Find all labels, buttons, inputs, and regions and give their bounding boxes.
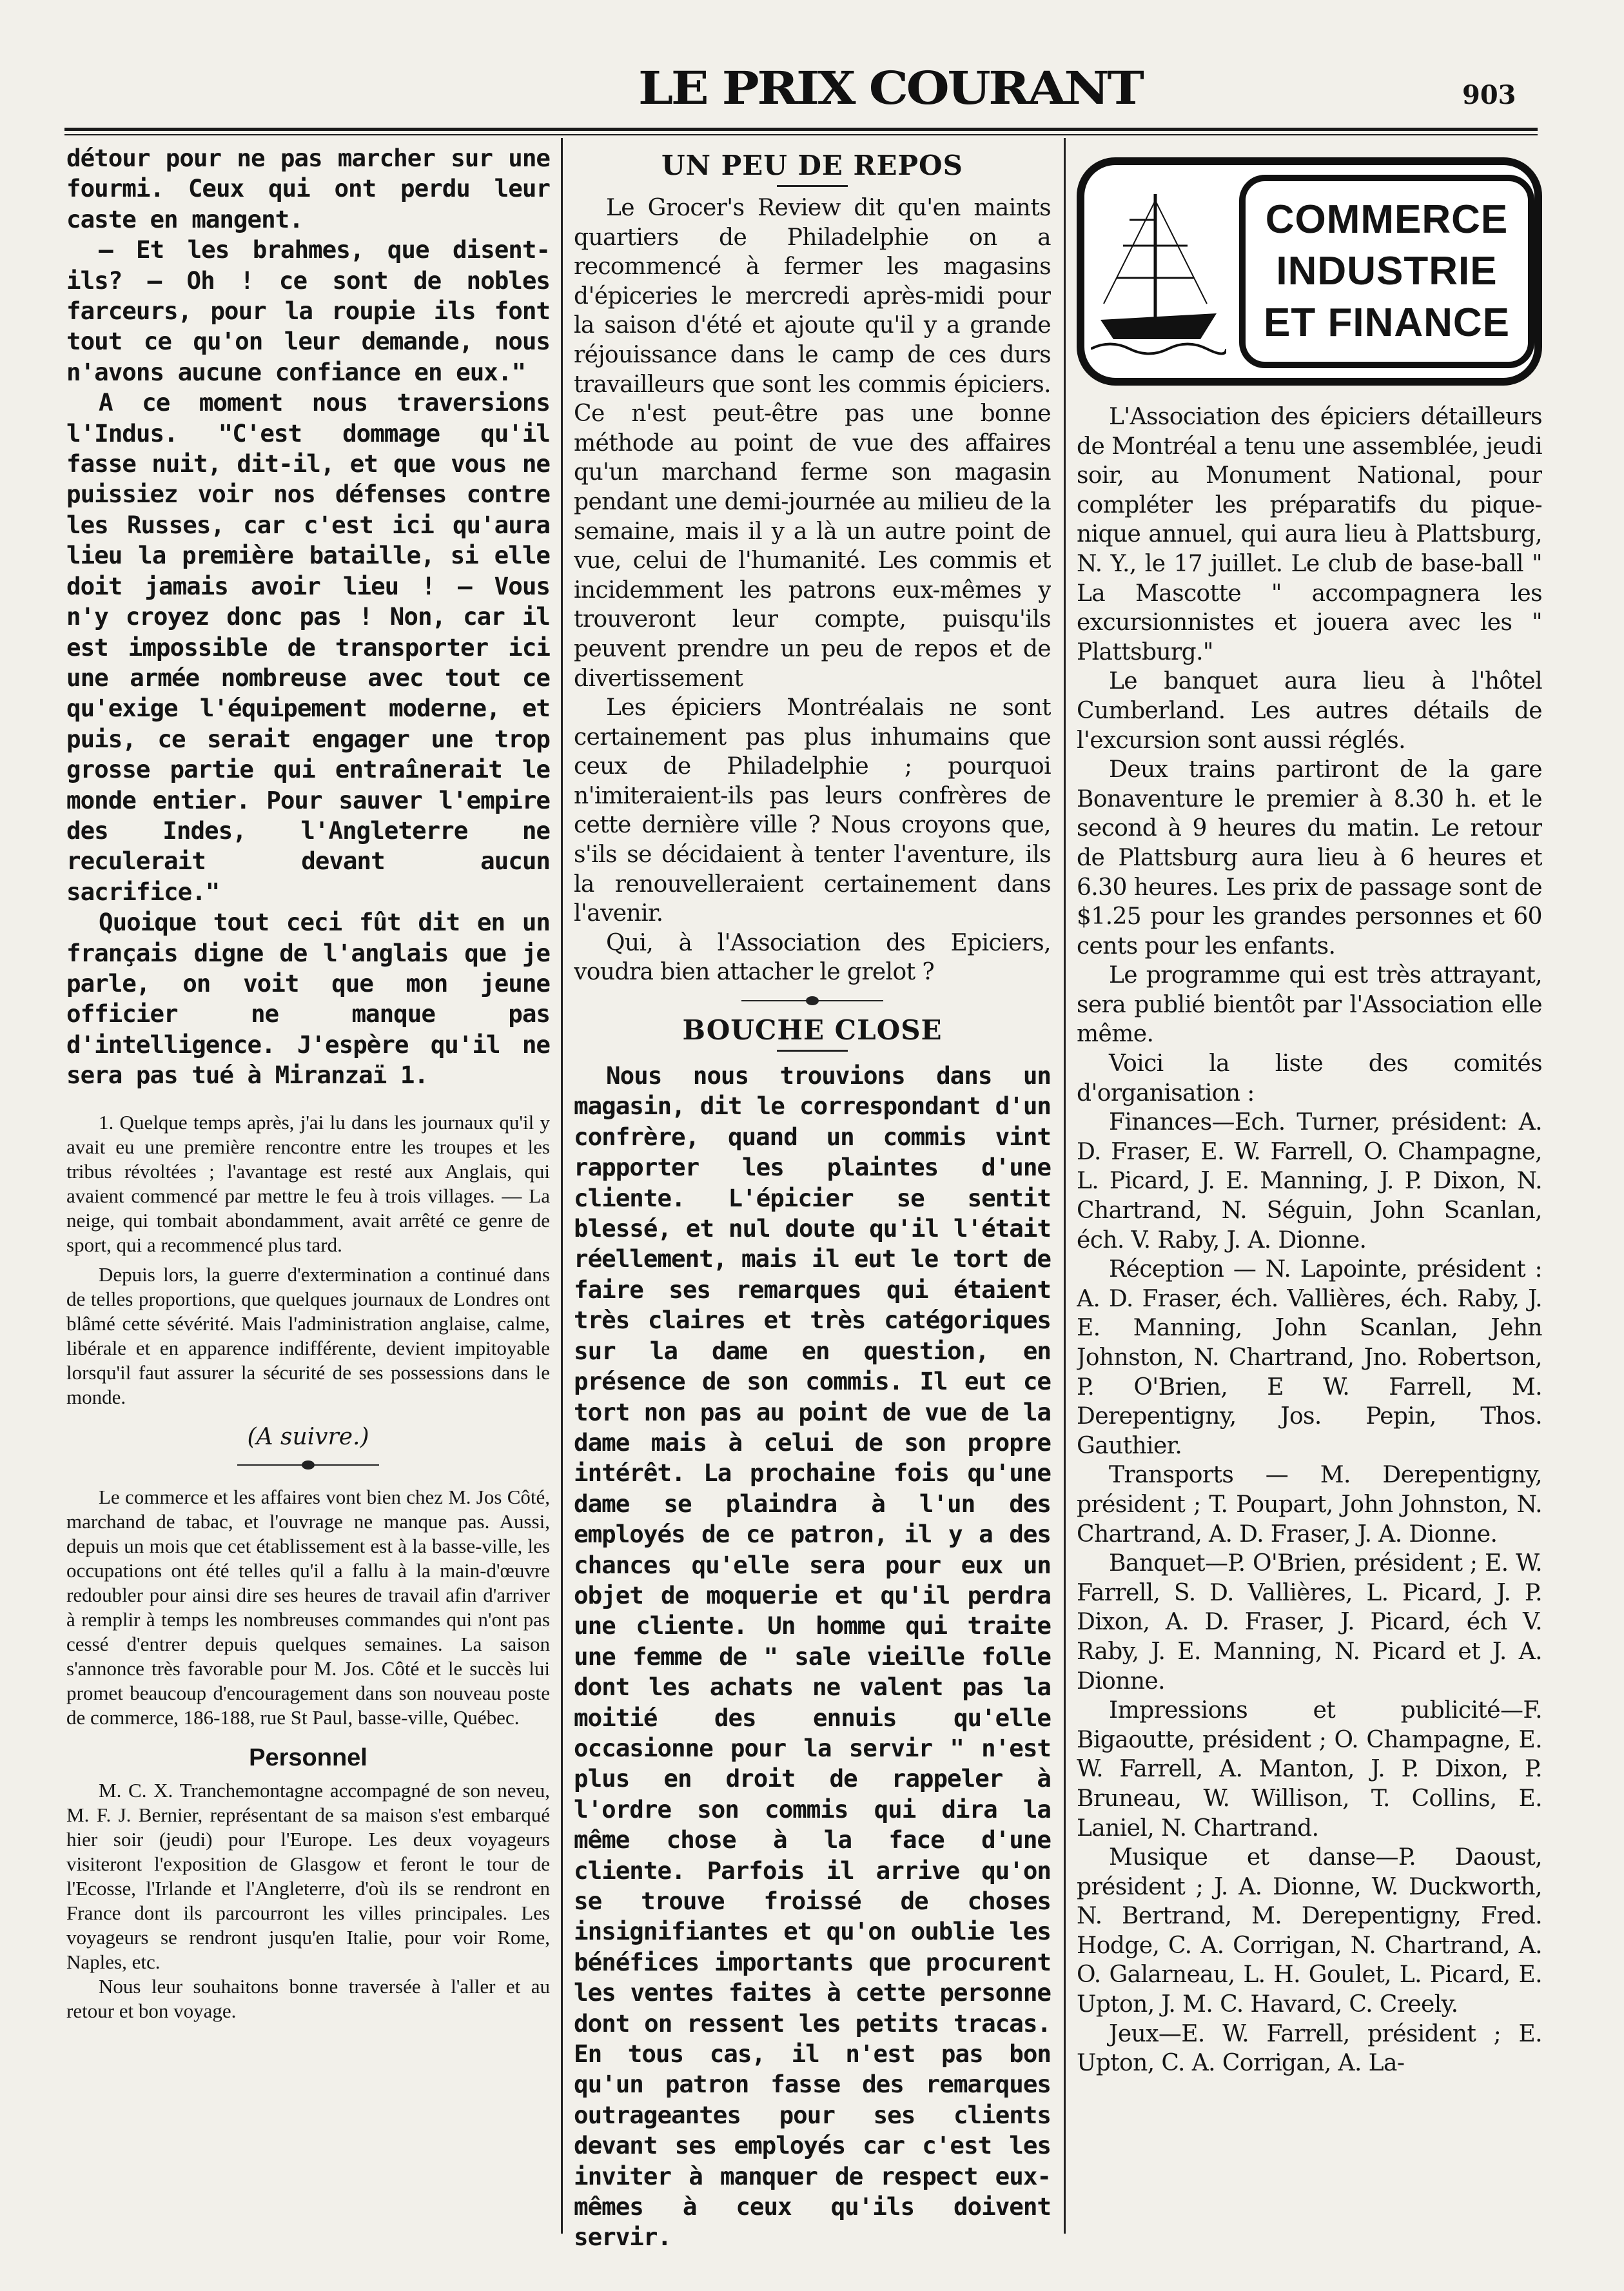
page-number: 903: [1462, 80, 1516, 110]
title-rule: [777, 185, 848, 187]
column-rule-1: [561, 138, 563, 2234]
logo-line: ET FINANCE: [1264, 300, 1510, 345]
article-paragraph: L'Association des épiciers détailleurs de Montréal a tenu une assemblée, jeudi soir, au Monument National, pour compléter les préparatifs du pique-nique annuel, qui aura lieu à Plattsburg, N. Y., le 17 juillet. Le club de base-ball " La Mascotte " accompagnera les excursionnistes et jouera avec les " Plattsburg.": [1077, 404, 1542, 665]
article-paragraph: Quoique tout ceci fût dit en un français digne de l'anglais que je parle, on voit que mon jeune officier ne manque pas d'intelligence. J'espère qu'il ne sera pas tué à Miranzaï 1.: [66, 908, 550, 1090]
article-paragraph: Voici la liste des comités d'organisation :: [1077, 1050, 1542, 1106]
article-paragraph: Le banquet aura lieu à l'hôtel Cumberland. Les autres détails de l'excursion sont aussi réglés.: [1077, 668, 1542, 754]
section-ornament: [237, 1460, 379, 1470]
article-title-bouche-close: BOUCHE CLOSE: [682, 1014, 943, 1047]
to-be-continued: (A suivre.): [247, 1423, 369, 1450]
committee-entry: Musique et danse—P. Daoust, président ; J. A. Dionne, W. Duckworth, N. Bertrand, M. Derepentigny, Fred. Hodge, C. A. Corrigan, N. Chartrand, A. O. Galarneau, L. H. Goulet, L. Picard, E. Upton, J. M. C. Havard, C. Creely.: [1077, 1844, 1542, 2018]
article-title-repos: UN PEU DE REPOS: [661, 150, 963, 181]
title-rule: [777, 1050, 848, 1052]
committee-entry: Jeux—E. W. Farrell, président ; E. Upton, C. A. Corrigan, A. La-: [1077, 2020, 1542, 2077]
article-paragraph: détour pour ne pas marcher sur une fourmi. Ceux qui ont perdu leur caste en mangent.: [66, 144, 550, 233]
committee-entry: Réception — N. Lapointe, président : A. D. Fraser, éch. Vallières, éch. Raby, J. E. Manning, John Scanlan, Jehn Johnston, N. Chartrand, Jno. Robertson, P. O'Brien, E W. Farrell, M. Derepentigny, Jos. Pepin, Thos. Gauthier.: [1077, 1256, 1542, 1459]
article-paragraph: Le Grocer's Review dit qu'en maints quartiers de Philadelphie on a recommencé à fermer les magasins d'épiceries le mercredi après-midi pour la saison d'été et ajoute qu'il y a grande réjouissance dans le camp de ces durs travailleurs que sont les commis épiciers. Ce n'est peut-être pas une bonne méthode au point de vue des affaires qu'un marchand ferme son magasin pendant une demi-journée au milieu de la semaine, mais il y a là un autre point de vue, celui de l'humanité. Les commis et incidemment les patrons eux-mêmes y trouveront leur compte, puisqu'ils peuvent prendre un peu de repos et de divertissement: [574, 195, 1051, 692]
article-paragraph: Le programme qui est très attrayant, sera publié bientôt par l'Association elle même.: [1077, 962, 1542, 1048]
logo-line: COMMERCE: [1265, 197, 1509, 242]
section-logo: [1077, 157, 1542, 386]
news-item: Nous leur souhaitons bonne traversée à l'aller et au retour et bon voyage.: [66, 1974, 550, 2022]
logo-line: INDUSTRIE: [1276, 249, 1498, 293]
header-rule: [64, 128, 1538, 131]
committee-entry: Banquet—P. O'Brien, président ; E. W. Farrell, S. D. Vallières, L. Picard, J. P. Dixon, A. D. Fraser, J. Picard, éch V. Raby, J. E. Manning, N. Picard et J. A. Dionne.: [1077, 1550, 1542, 1695]
article-paragraph: — Et les brahmes, que disent-ils? — Oh ! ce sont de nobles farceurs, pour la roupie ils font tout ce qu'on leur demande, nous n'avons aucune confiance en eux.": [66, 235, 550, 386]
section-heading-personnel: Personnel: [249, 1744, 367, 1771]
header-rule-thin: [64, 134, 1538, 135]
article-paragraph: A ce moment nous traversions l'Indus. "C'est dommage qu'il fasse nuit, dit-il, et que vous ne puissiez voir nos défenses contre les Russes, car c'est ici qu'aura lieu la première bataille, si elle doit jamais avoir lieu ! — Vous n'y croyez donc pas ! Non, car il est impossible de transporter ici une armée nombreuse avec tout ce qu'exige l'équipement moderne, et puis, ce serait engager une trop grosse partie qui entraînerait le monde entier. Pour sauver l'empire des Indes, l'Angleterre ne reculerait devant aucun sacrifice.": [66, 388, 550, 906]
article-paragraph: Deux trains partiront de la gare Bonaventure le premier à 8.30 h. et le second à 9 heures du matin. Le retour de Plattsburg aura lieu à 6 heures et 6.30 heures. Les prix de passage sont de $1.25 pour les grandes personnes et 60 cents pour les enfants.: [1077, 756, 1542, 959]
committee-entry: Finances—Ech. Turner, président: A. D. Fraser, E. W. Farrell, O. Champagne, L. Picard, J. E. Manning, J. P. Dixon, N. Chartrand, N. Séguin, John Scanlan, éch. V. Raby, J. A. Dionne.: [1077, 1109, 1542, 1254]
masthead: LE PRIX COURANT: [638, 61, 1142, 115]
column-left: [66, 143, 550, 2245]
article-paragraph: Nous nous trouvions dans un magasin, dit le correspondant d'un confrère, quand un commis vint rapporter les plaintes d'une cliente. L'épicier se sentit blessé, et nul doute qu'il l'était réellement, mais il eut le tort de faire ses remarques qui étaient très claires et très catégoriques sur la dame en question, en présence de son commis. Il eut ce tort non pas au point de vue de la dame mais à celui de son propre intérêt. La prochaine fois qu'une dame se plaindra à l'un des employés de ce patron, il y a des chances qu'elle sera pour eux un objet de moquerie et qu'il perdra une cliente. Un homme qui traite une femme de " sale vieille folle dont les achats ne valent pas la moitié des ennuis qu'elle occasionne pour la servir " n'est plus en droit de rappeler à l'ordre son commis qui dira la même chose à la face d'une cliente. Parfois il arrive qu'on se trouve froissé de choses insignifiantes et qu'on oublie les bénéfices importants que procurent les ventes faites à cette personne dont on ressent les petits tracas. En tous cas, il n'est pas bon qu'un patron fasse des remarques outrageantes pour ses clients devant ses employés car c'est les inviter à manquer de respect eux-mêmes à ceux qu'ils doivent servir.: [574, 1061, 1051, 2252]
ship-icon: [1091, 175, 1226, 368]
section-ornament: [741, 996, 883, 1005]
committee-entry: Impressions et publicité—F. Bigaoutte, président ; O. Champagne, E. W. Farrell, A. Manton, J. P. Dixon, P. Bruneau, W. Willison, T. Collins, E. Laniel, N. Chartrand.: [1077, 1697, 1542, 1842]
column-right: [1077, 143, 1542, 2265]
committee-entry: Transports — M. Derepentigny, président ; T. Poupart, John Johnston, N. Chartrand, A. D. Fraser, J. A. Dionne.: [1077, 1462, 1542, 1548]
footnote: 1. Quelque temps après, j'ai lu dans les journaux qu'il y avait eu une première rencontre entre les troupes et les tribus révoltées ; l'avantage est resté aux Anglais, qui avaient commencé par mettre le feu à trois villages. — La neige, qui tombait abondamment, avait arrêté ce genre de sport, qui a recommencé plus tard.: [66, 1110, 550, 1256]
news-item: M. C. X. Tranchemontagne accompagné de son neveu, M. F. J. Bernier, représentant de sa maison s'est embarqué hier soir (jeudi) pour l'Europe. Les deux voyageurs visiteront l'exposition de Glasgow et feront le tour de l'Ecosse, l'Irlande et l'Angleterre, d'où ils se rendront en France dont ils parcourront les villes principales. Les voyageurs se rendront jusqu'en Italie, pour voir Rome, Naples, etc.: [66, 1778, 550, 1973]
column-rule-2: [1064, 138, 1066, 2234]
article-paragraph: Qui, à l'Association des Epiciers, voudra bien attacher le grelot ?: [574, 929, 1051, 986]
column-middle: [574, 143, 1051, 2258]
news-item: Le commerce et les affaires vont bien chez M. Jos Côté, marchand de tabac, et l'ouvrage ne manque pas. Aussi, depuis un mois que cet établissement est à la basse-ville, les occupations ont été telles qu'il a fallu à la main-d'œuvre redoubler pour ainsi dire ses heures de travail afin d'arriver à remplir à temps les nombreuses commandes qui n'ont pas cessé d'entrer depuis quelques semaines. La saison s'annonce très favorable pour M. Jos. Côté et le succès lui promet beaucoup d'encouragement dans son nouveau poste de commerce, 186-188, rue St Paul, basse-ville, Québec.: [66, 1485, 550, 1729]
logo-text-box: [1239, 175, 1534, 368]
article-paragraph: Les épiciers Montréalais ne sont certainement pas plus inhumains que ceux de Philadelphie ; pourquoi n'imiteraient-ils pas leurs confrères de cette dernière ville ? Nous croyons que, s'ils se décidaient à tenter l'aventure, ils la renouvelleraient certainement dans l'avenir.: [574, 694, 1051, 927]
footnote: Depuis lors, la guerre d'extermination a continué dans de telles proportions, que quelques journaux de Londres ont blâmé cette sévérité. Mais l'administration anglaise, calme, libérale et en apparence indifférente, devient impitoyable lorsqu'il faut assurer la sécurité de ses possessions dans le monde.: [66, 1263, 550, 1408]
